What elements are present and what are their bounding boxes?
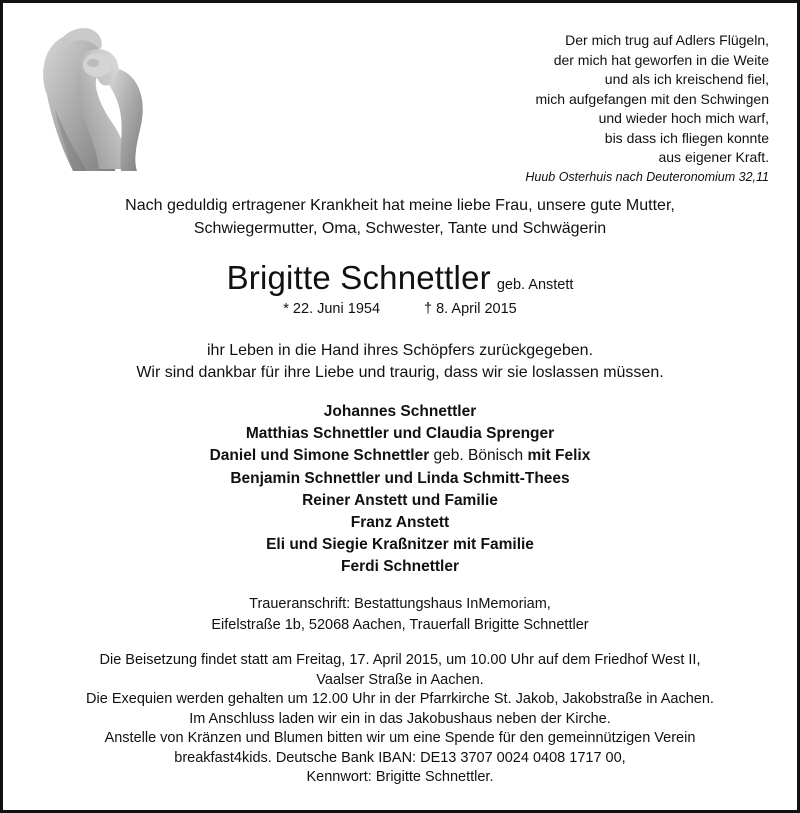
returned-line: ihr Leben in die Hand ihres Schöpfers zurückgegeben.	[206, 342, 594, 359]
mourners-list	[3, 401, 797, 579]
poem-line: mich aufgefangen mit den Schwingen	[535, 90, 769, 107]
maiden-name: geb. Anstett	[496, 277, 574, 293]
funeral-line: Im Anschluss laden wir ein in das Jakobushaus neben der Kirche.	[189, 710, 611, 727]
address-line: Traueranschrift: Bestattungshaus InMemoriam,	[249, 596, 551, 612]
intro-line: Nach geduldig ertragener Krankheit hat meine liebe Frau, unsere gute Mutter,	[125, 197, 675, 214]
hands-sculpture-image	[33, 25, 163, 173]
deceased-name-row	[3, 259, 797, 297]
poem-block	[409, 31, 769, 187]
birth-date: * 22. Juni 1954	[283, 301, 381, 317]
poem-attribution: Huub Osterhuis nach Deuteronomium 32,11	[525, 169, 769, 184]
poem-line: der mich hat geworfen in die Weite	[553, 51, 769, 68]
mourner-nee: geb. Bönisch	[433, 447, 524, 465]
life-dates	[3, 301, 797, 317]
mourning-address	[3, 594, 797, 636]
poem-line: bis dass ich fliegen konnte	[604, 129, 769, 146]
returned-line: Wir sind dankbar für ihre Liebe und traurig, dass wir sie loslassen müssen.	[136, 364, 664, 381]
funeral-line: breakfast4kids. Deutsche Bank IBAN: DE13 3707 0024 0408 1717 00,	[174, 749, 626, 766]
mourner-entry: Franz Anstett	[350, 514, 450, 532]
poem-line: Der mich trug auf Adlers Flügeln,	[565, 32, 769, 48]
funeral-line: Die Beisetzung findet statt am Freitag, 17. April 2015, um 10.00 Uhr auf dem Friedhof West II,	[99, 652, 701, 668]
address-line: Eifelstraße 1b, 52068 Aachen, Trauerfall Brigitte Schnettler	[211, 617, 589, 633]
mourner-entry: Johannes Schnettler	[323, 403, 477, 420]
poem-line: und als ich kreischend fiel,	[604, 71, 769, 87]
intro-text	[3, 194, 797, 240]
intro-line: Schwiegermutter, Oma, Schwester, Tante und Schwägerin	[193, 220, 607, 237]
returned-text	[3, 340, 797, 384]
hands-holding-child-illustration	[33, 25, 163, 173]
funeral-line: Die Exequien werden gehalten um 12.00 Uhr in der Pfarrkirche St. Jakob, Jakobstraße in Aachen.	[86, 691, 714, 707]
mourner-entry: Reiner Anstett und Familie	[302, 491, 498, 509]
mourner-entry: Benjamin Schnettler und Linda Schmitt-Thees	[230, 469, 570, 487]
mourner-names: Daniel und Simone Schnettler	[209, 447, 430, 465]
mourner-child: mit Felix	[527, 447, 591, 465]
poem-line: aus eigener Kraft.	[658, 149, 769, 165]
funeral-line: Anstelle von Kränzen und Blumen bitten wir um eine Spende für den gemeinnützigen Verein	[104, 730, 696, 746]
mourner-entry: Ferdi Schnettler	[341, 558, 459, 576]
mourner-entry: Eli und Siegie Kraßnitzer mit Familie	[266, 536, 534, 554]
deceased-name: Brigitte Schnettler	[226, 259, 491, 296]
mourner-entry	[3, 445, 797, 467]
funeral-line: Vaalser Straße in Aachen.	[316, 671, 484, 688]
funeral-details	[3, 651, 797, 788]
funeral-line: Kennwort: Brigitte Schnettler.	[306, 769, 494, 785]
poem-line: und wieder hoch mich warf,	[598, 110, 769, 126]
death-date: † 8. April 2015	[424, 301, 517, 317]
mourner-entry: Matthias Schnettler und Claudia Sprenger	[245, 425, 555, 443]
